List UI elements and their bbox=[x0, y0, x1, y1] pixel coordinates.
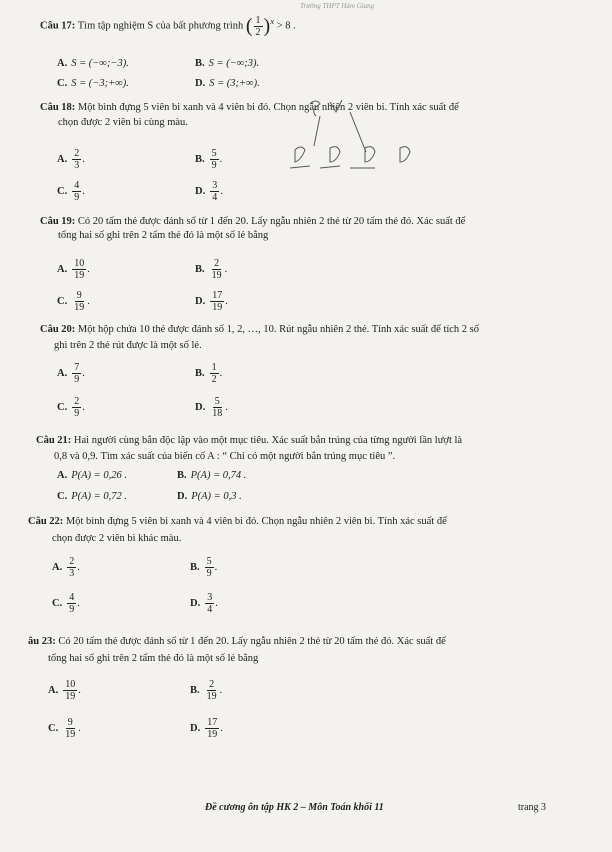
q23-option-d[interactable]: D. $\frac{17}{19}$ . bbox=[190, 717, 223, 740]
question-19-line2: tổng hai số ghi trên 2 tấm thẻ đó là một số lẻ bằng bbox=[58, 230, 269, 241]
question-19: Câu 19: Có 20 tấm thẻ được đánh số từ 1 đến 20. Lấy ngẫu nhiên 2 thẻ từ 20 tấm thẻ đó. Xác suất để bbox=[40, 216, 466, 227]
page-number: trang 3 bbox=[518, 802, 547, 813]
q23-option-b[interactable]: B. $\frac{2}{19}$ . bbox=[190, 679, 223, 702]
q18-option-d[interactable]: D. $\frac{3}{4}$ . bbox=[195, 180, 223, 203]
question-21-line2: 0,8 và 0,9. Tìm xác suất của biến cố A : “ Chỉ có một người bắn trúng mục tiêu ”. bbox=[54, 451, 396, 462]
q20-option-c[interactable]: C. $\frac{2}{9}$ . bbox=[57, 396, 85, 419]
q18-option-c[interactable]: C. $\frac{4}{9}$ . bbox=[57, 180, 85, 203]
q18-option-a[interactable]: A. $\frac{2}{3}$ . bbox=[57, 148, 85, 171]
q19-option-c[interactable]: C. $\frac{9}{19}$ . bbox=[57, 290, 90, 313]
question-22-line2: chọn được 2 viên bi khác màu. bbox=[52, 533, 182, 544]
q21-option-b[interactable]: B. P(A) = 0,74 . bbox=[177, 470, 247, 481]
footer-title: Đề cương ôn tập HK 2 – Môn Toán khối 11 bbox=[205, 802, 384, 813]
q17-option-b[interactable]: B. S = (−∞;3). bbox=[195, 58, 260, 69]
question-20-line2: ghi trên 2 thẻ rút được là một số lẻ. bbox=[54, 340, 202, 351]
q20-option-b[interactable]: B. $\frac{1}{2}$ . bbox=[195, 362, 223, 385]
handwritten-scribble-icon bbox=[270, 96, 580, 216]
q23-option-c[interactable]: C. $\frac{9}{19}$ . bbox=[48, 717, 81, 740]
q22-option-a[interactable]: A. $\frac{2}{3}$ . bbox=[52, 556, 80, 579]
q22-option-d[interactable]: D. $\frac{3}{4}$ . bbox=[190, 592, 218, 615]
question-20: Câu 20: Một hộp chứa 10 thẻ được đánh số 1, 2, …, 10. Rút ngẫu nhiên 2 thẻ. Tính xác suất để tích 2 số bbox=[40, 324, 480, 335]
question-23: âu 23: Có 20 tấm thẻ được đánh số từ 1 đến 20. Lấy ngẫu nhiên 2 thẻ từ 20 tấm thẻ đó. Xác suất để bbox=[28, 636, 446, 647]
q21-option-c[interactable]: C. P(A) = 0,72 . bbox=[57, 491, 127, 502]
question-18-line2: chọn được 2 viên bi cùng màu. bbox=[58, 117, 188, 128]
q22-option-c[interactable]: C. $\frac{4}{9}$ . bbox=[52, 592, 80, 615]
q21-option-a[interactable]: A. P(A) = 0,26 . bbox=[57, 470, 127, 481]
q21-option-d[interactable]: D. P(A) = 0,3 . bbox=[177, 491, 242, 502]
question-17: Câu 17: Tìm tập nghiệm S của bất phương trình ( $\frac{1}{2}$ )$^x$ > 8 . bbox=[40, 14, 296, 38]
question-18: Câu 18: Một bình đựng 5 viên bi xanh và 4 viên bi đỏ. Chọn ngẫu nhiên 2 viên bi. Tính xác suất để bbox=[40, 102, 459, 113]
question-21: Câu 21: Hai người cùng bắn độc lập vào một mục tiêu. Xác suất bắn trúng của từng người lần lượt là bbox=[36, 435, 463, 446]
question-22: Câu 22: Một bình đựng 5 viên bi xanh và 4 viên bi đỏ. Chọn ngẫu nhiên 2 viên bi. Tính xác suất để bbox=[28, 516, 447, 527]
q19-option-b[interactable]: B. $\frac{2}{19}$ . bbox=[195, 258, 228, 281]
q20-option-d[interactable]: D. $\frac{5}{18}$ . bbox=[195, 396, 228, 419]
q17-option-d[interactable]: D. S = (3;+∞). bbox=[195, 78, 260, 89]
q17-option-c[interactable]: C. S = (−3;+∞). bbox=[57, 78, 129, 89]
q23-option-a[interactable]: A. $\frac{10}{19}$ . bbox=[48, 679, 81, 702]
q19-option-a[interactable]: A. $\frac{10}{19}$ . bbox=[57, 258, 90, 281]
q17-option-a[interactable]: A. S = (−∞;−3). bbox=[57, 58, 129, 69]
question-17-text: Tìm tập nghiệm S của bất phương trình bbox=[77, 20, 244, 32]
q22-option-b[interactable]: B. $\frac{5}{9}$ . bbox=[190, 556, 218, 579]
question-17-label: Câu 17: bbox=[40, 20, 76, 32]
q19-option-d[interactable]: D. $\frac{17}{19}$ . bbox=[195, 290, 228, 313]
q18-option-b[interactable]: B. $\frac{5}{9}$ . bbox=[195, 148, 223, 171]
question-23-line2: tổng hai số ghi trên 2 tấm thẻ đó là một số lẻ bằng bbox=[48, 653, 259, 664]
q20-option-a[interactable]: A. $\frac{7}{9}$ . bbox=[57, 362, 85, 385]
page-header: Trường THPT Hàm Giang bbox=[300, 2, 375, 10]
